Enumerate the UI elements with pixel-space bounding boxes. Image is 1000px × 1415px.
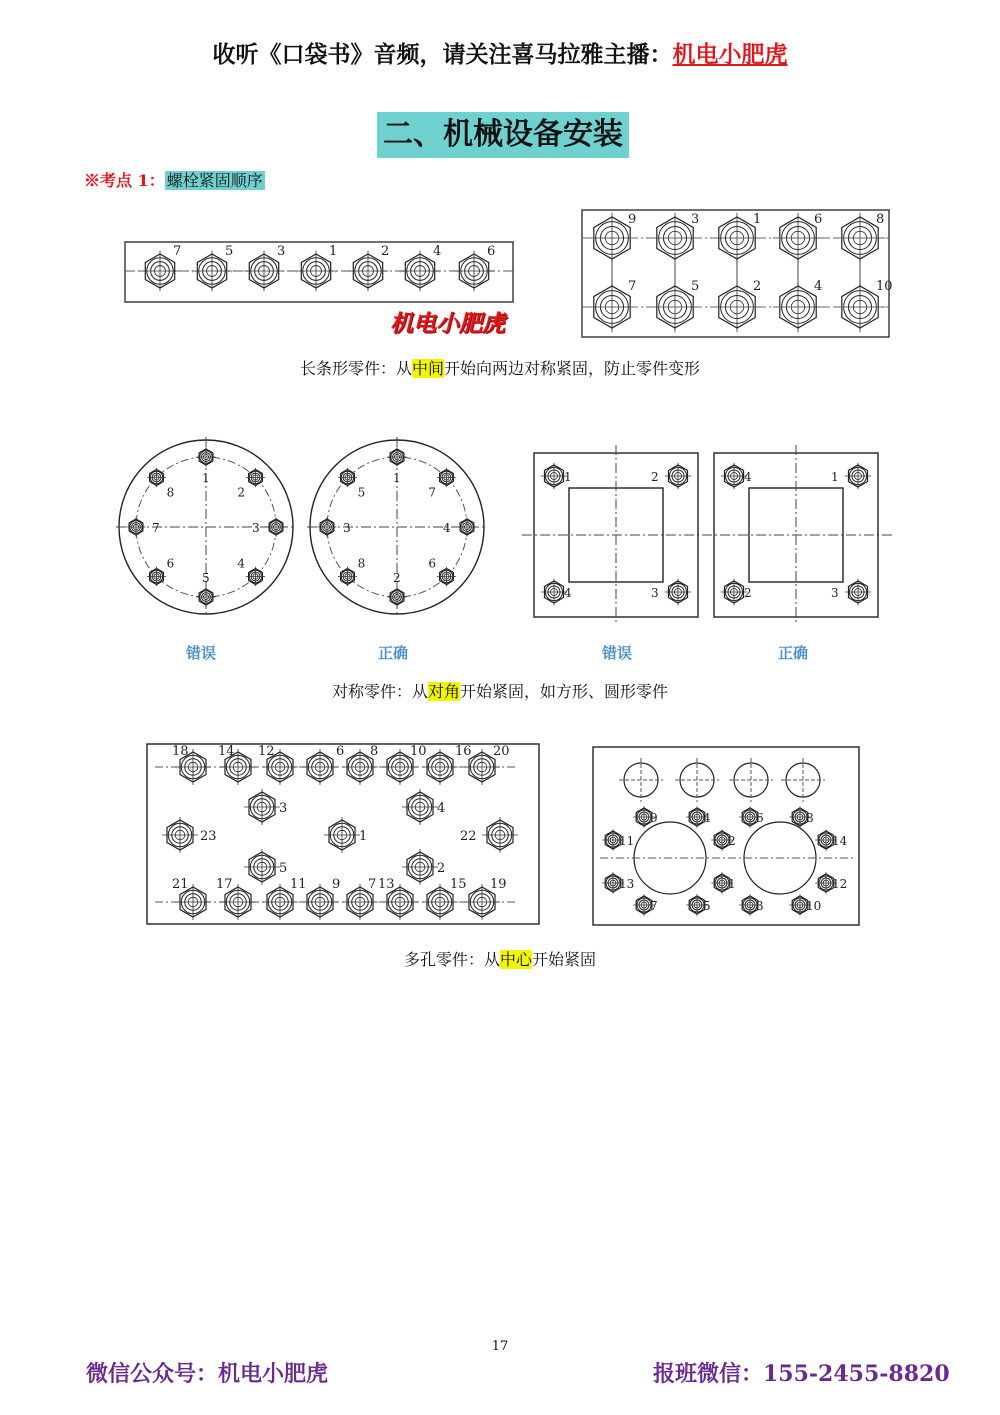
bolt-icon — [244, 849, 280, 885]
bolt-number: 6 — [756, 811, 764, 825]
bolt-number: 2 — [237, 485, 245, 500]
bolt-number: 9 — [332, 877, 341, 892]
square-parts — [522, 445, 895, 625]
bolt-number: 5 — [279, 861, 288, 876]
bolt-icon — [244, 789, 280, 825]
bolt-number: 3 — [691, 212, 700, 227]
grid-part — [582, 210, 893, 337]
fig2-caption-pre: 对称零件：从 — [331, 682, 428, 701]
bolt-number: 2 — [651, 470, 659, 484]
fig3-caption-pre: 多孔零件：从 — [403, 950, 500, 969]
bolt-number: 3 — [277, 244, 286, 259]
bolt-icon — [302, 749, 338, 785]
section-title: 二、机械设备安装 — [377, 112, 629, 158]
fig3-caption-post: 开始紧固 — [532, 950, 597, 969]
bolt-number: 1 — [359, 829, 368, 844]
bolt-number: 6 — [814, 212, 823, 227]
bolt-number: 1 — [728, 877, 736, 891]
bolt-icon — [162, 817, 198, 853]
header-brand-link[interactable]: 机电小肥虎 — [672, 41, 788, 68]
bolt-icon — [324, 817, 360, 853]
circle-parts — [116, 437, 487, 617]
bolt-number: 5 — [202, 571, 210, 585]
bolt-number: 12 — [258, 744, 275, 759]
multi-hole-plate-left — [147, 744, 539, 924]
bolt-number: 9 — [628, 212, 637, 227]
fig1-caption-highlight: 中间 — [411, 359, 444, 378]
bolt-number: 4 — [433, 244, 442, 259]
bolt-number: 4 — [437, 801, 446, 816]
bolt-icon — [402, 789, 438, 825]
bolt-number: 6 — [336, 744, 345, 759]
bolt-number: 14 — [832, 834, 848, 848]
footer-left: 微信公众号：机电小肥虎 — [86, 1361, 329, 1387]
bolt-number: 14 — [218, 744, 235, 759]
bolt-number: 9 — [650, 811, 658, 825]
bolt-number: 7 — [428, 485, 436, 500]
bolt-number: 4 — [564, 586, 572, 600]
bolt-number: 6 — [166, 556, 175, 571]
bolt-number: 22 — [460, 829, 477, 844]
bolt-number: 1 — [202, 471, 210, 485]
fig3-caption-highlight: 中心 — [499, 950, 532, 969]
bolt-icon — [665, 463, 691, 489]
bolt-number: 8 — [357, 556, 366, 571]
bolt-number: 3 — [756, 899, 764, 913]
bolt-number: 23 — [200, 829, 217, 844]
bolt-number: 11 — [619, 834, 635, 848]
page-header — [0, 36, 1000, 69]
bolt-number: 20 — [493, 744, 510, 759]
fig1-caption — [0, 356, 1000, 379]
bolt-number: 5 — [703, 899, 711, 913]
label-right-circle: 正确 — [378, 644, 409, 662]
bolt-number: 1 — [831, 470, 839, 484]
bolt-number: 2 — [753, 279, 762, 294]
strip-part — [125, 242, 513, 302]
fig2-caption-post: 开始紧固，如方形、圆形零件 — [460, 682, 669, 701]
fig2-caption-highlight: 对角 — [427, 682, 460, 701]
bolt-number: 1 — [329, 244, 338, 259]
bolt-number: 7 — [628, 279, 637, 294]
bolt-number: 7 — [650, 899, 658, 913]
header-prefix: 收听《口袋书》音频，请关注喜马拉雅主播： — [212, 41, 673, 68]
bolt-number: 10 — [806, 899, 822, 913]
bolt-number: 1 — [393, 471, 401, 485]
page-number: 17 — [491, 1339, 509, 1354]
bolt-icon — [402, 849, 438, 885]
fig3-caption — [0, 947, 1000, 970]
bolt-number: 7 — [152, 521, 160, 535]
footer-right: 报班微信：155-2455-8820 — [653, 1361, 950, 1387]
bolt-icon — [482, 817, 518, 853]
bolt-number: 10 — [410, 744, 427, 759]
kaodian-line — [84, 168, 265, 191]
fig2-caption — [0, 679, 1000, 702]
bolt-number: 13 — [378, 877, 395, 892]
bolt-number: 3 — [651, 586, 659, 600]
fig1-caption-pre: 长条形零件：从 — [299, 359, 412, 378]
bolt-number: 8 — [166, 485, 175, 500]
bolt-number: 8 — [876, 212, 885, 227]
bolt-number: 2 — [437, 861, 446, 876]
bolt-number: 3 — [343, 521, 351, 535]
bolt-number: 5 — [225, 244, 234, 259]
bolt-number: 17 — [216, 877, 233, 892]
label-wrong-square: 错误 — [602, 644, 633, 662]
bolt-number: 2 — [381, 244, 390, 259]
bolt-number: 2 — [393, 571, 401, 585]
bolt-number: 3 — [279, 801, 288, 816]
bolt-number: 4 — [443, 521, 451, 535]
bolt-number: 8 — [370, 744, 379, 759]
bolt-number: 19 — [490, 877, 507, 892]
bolt-number: 7 — [173, 244, 182, 259]
bolt-icon — [422, 749, 458, 785]
kaodian-label: ※考点 1： — [84, 171, 165, 190]
label-right-square: 正确 — [778, 644, 809, 662]
bolt-number: 15 — [450, 877, 467, 892]
bolt-number: 10 — [876, 279, 893, 294]
bolt-number: 2 — [744, 586, 752, 600]
bolt-number: 4 — [237, 556, 245, 571]
bolt-number: 4 — [744, 470, 752, 484]
bolt-number: 16 — [455, 744, 472, 759]
multi-hole-plate-right — [593, 747, 859, 925]
label-wrong-circle: 错误 — [186, 644, 217, 662]
bolt-number: 6 — [487, 244, 496, 259]
bolt-number: 8 — [806, 811, 814, 825]
bolt-number: 3 — [252, 521, 260, 535]
bolt-number: 4 — [814, 279, 823, 294]
fig2-diagram — [0, 435, 1000, 635]
bolt-number: 2 — [728, 834, 736, 848]
fig3-diagram — [0, 735, 1000, 935]
bolt-number: 11 — [290, 877, 307, 892]
bolt-icon — [665, 579, 691, 605]
bolt-number: 1 — [564, 470, 572, 484]
watermark: 机电小肥虎 — [390, 310, 505, 337]
bolt-number: 13 — [619, 877, 635, 891]
bolt-number: 5 — [357, 485, 366, 500]
bolt-number: 4 — [703, 811, 711, 825]
bolt-number: 1 — [753, 212, 762, 227]
kaodian-topic: 螺栓紧固顺序 — [166, 171, 263, 190]
bolt-number: 5 — [691, 279, 700, 294]
bolt-number: 21 — [172, 877, 189, 892]
bolt-number: 7 — [368, 877, 377, 892]
bolt-number: 12 — [832, 877, 848, 891]
bolt-icon — [845, 579, 871, 605]
bolt-number: 3 — [831, 586, 839, 600]
bolt-number: 6 — [428, 556, 436, 571]
bolt-number: 18 — [172, 744, 189, 759]
bolt-icon — [845, 463, 871, 489]
fig1-caption-post: 开始向两边对称紧固，防止零件变形 — [444, 359, 701, 378]
